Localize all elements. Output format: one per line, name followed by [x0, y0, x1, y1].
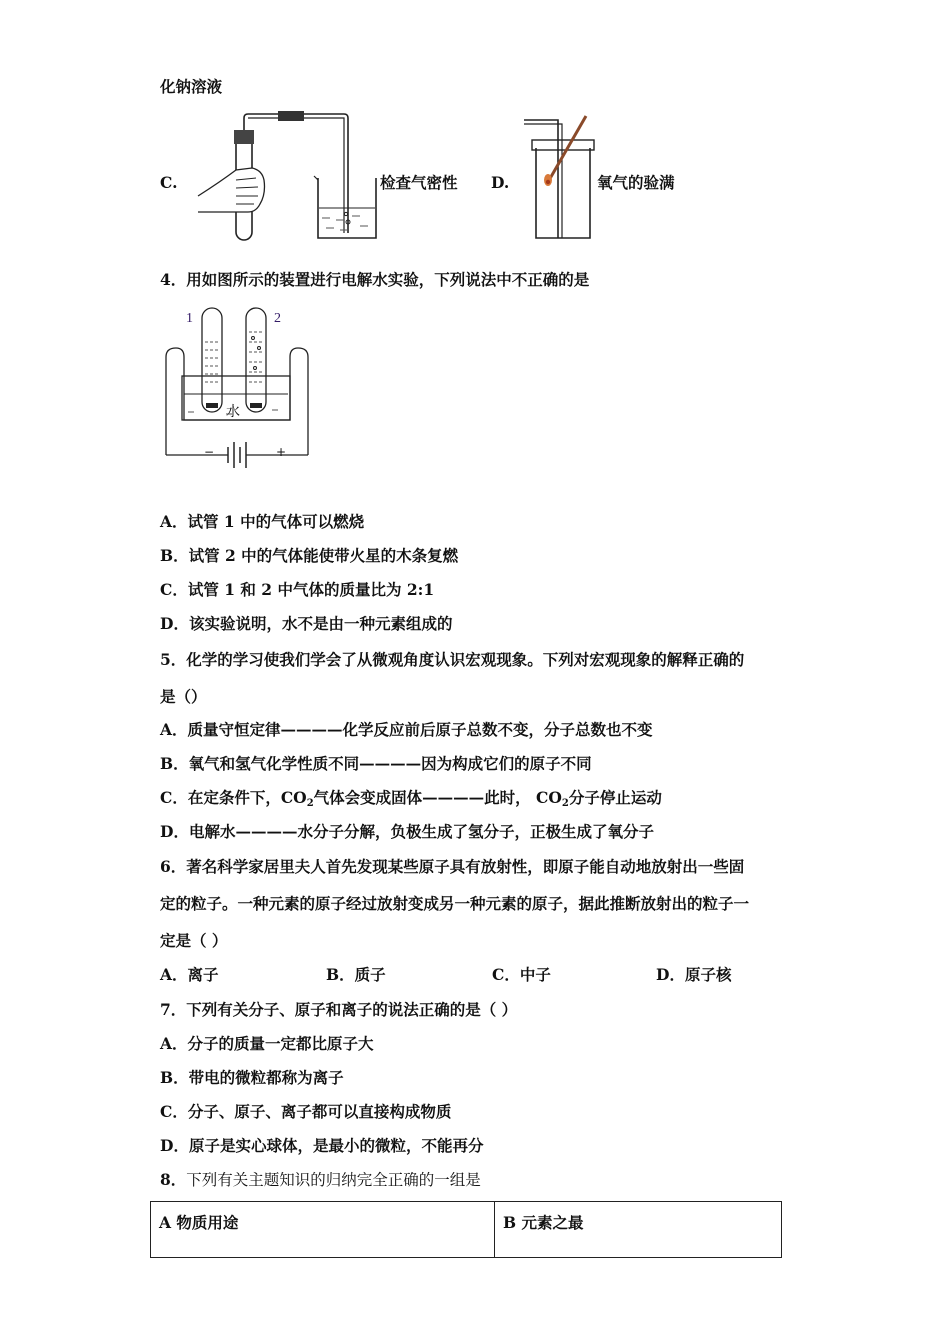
negative-label: − [204, 445, 215, 459]
q5-option-d: D．电解水————水分子分解，负极生成了氢分子，正极生成了氧分子 [160, 822, 654, 841]
q6-option-a: A．离子 [160, 965, 219, 984]
q7-option-b: B．带电的微粒都称为离子 [160, 1068, 344, 1087]
tube-2-label: 2 [274, 311, 281, 326]
option-d-caption: 氧气的验满 [597, 173, 675, 192]
q5-option-c: C．在定条件下，$CO_2$气体会变成固体————此时， $CO_2$分子停止运动 [160, 788, 662, 809]
q7-option-c: C．分子、原子、离子都可以直接构成物质 [160, 1102, 452, 1121]
q7-stem: 7．下列有关分子、原子和离子的说法正确的是（ ） [160, 1000, 518, 1019]
positive-label: + [276, 445, 287, 459]
q5-option-a: A．质量守恒定律————化学反应前后原子总数不变，分子总数也不变 [160, 720, 653, 739]
prev-option-tail: 化钠溶液 [160, 77, 223, 96]
q5-stem-line1: 5．化学的学习使我们学会了从微观角度认识宏观现象。下列对宏观现象的解释正确的 [160, 650, 745, 669]
q6-option-d: D．原子核 [656, 965, 732, 984]
airtightness-check-figure [190, 108, 380, 244]
q8-table-header-a: A 物质用途 [151, 1202, 495, 1258]
q6-stem-line2: 定的粒子。一种元素的原子经过放射变成另一种元素的原子，据此推断放射出的粒子一 [160, 894, 750, 913]
q6-stem-line1: 6．著名科学家居里夫人首先发现某些原子具有放射性，即原子能自动地放射出一些固 [160, 857, 745, 876]
q6-option-b: B．质子 [326, 965, 386, 984]
q8-stem: 8．下列有关主题知识的归纳完全正确的一组是 [160, 1170, 481, 1189]
q4-option-b: B．试管 2 中的气体能使带火星的木条复燃 [160, 546, 459, 565]
q5-option-b: B．氧气和氢气化学性质不同————因为构成它们的原子不同 [160, 754, 592, 773]
q8-table [150, 1201, 782, 1258]
q4-stem: 4．用如图所示的装置进行电解水实验，下列说法中不正确的是 [160, 270, 590, 289]
option-d-label: D. [491, 173, 510, 192]
q8-table-header-b: B 元素之最 [495, 1202, 782, 1258]
q6-stem-line3: 定是（ ） [160, 931, 228, 950]
option-c-label: C. [160, 173, 178, 192]
q7-option-a: A．分子的质量一定都比原子大 [160, 1034, 374, 1053]
q6-option-c: C．中子 [492, 965, 551, 984]
tube-1-label: 1 [186, 311, 193, 326]
q4-option-d: D．该实验说明，水不是由一种元素组成的 [160, 614, 453, 633]
option-c-caption: 检查气密性 [380, 173, 458, 192]
water-label: 水 [226, 404, 240, 420]
electrolysis-apparatus-figure [162, 302, 312, 487]
oxygen-full-check-figure [518, 112, 598, 242]
q4-option-a: A．试管 1 中的气体可以燃烧 [160, 512, 365, 531]
q5-stem-line2: 是（） [160, 687, 207, 706]
q7-option-d: D．原子是实心球体，是最小的微粒，不能再分 [160, 1136, 484, 1155]
q4-option-c: C．试管 1 和 2 中气体的质量比为 2:1 [160, 580, 435, 599]
